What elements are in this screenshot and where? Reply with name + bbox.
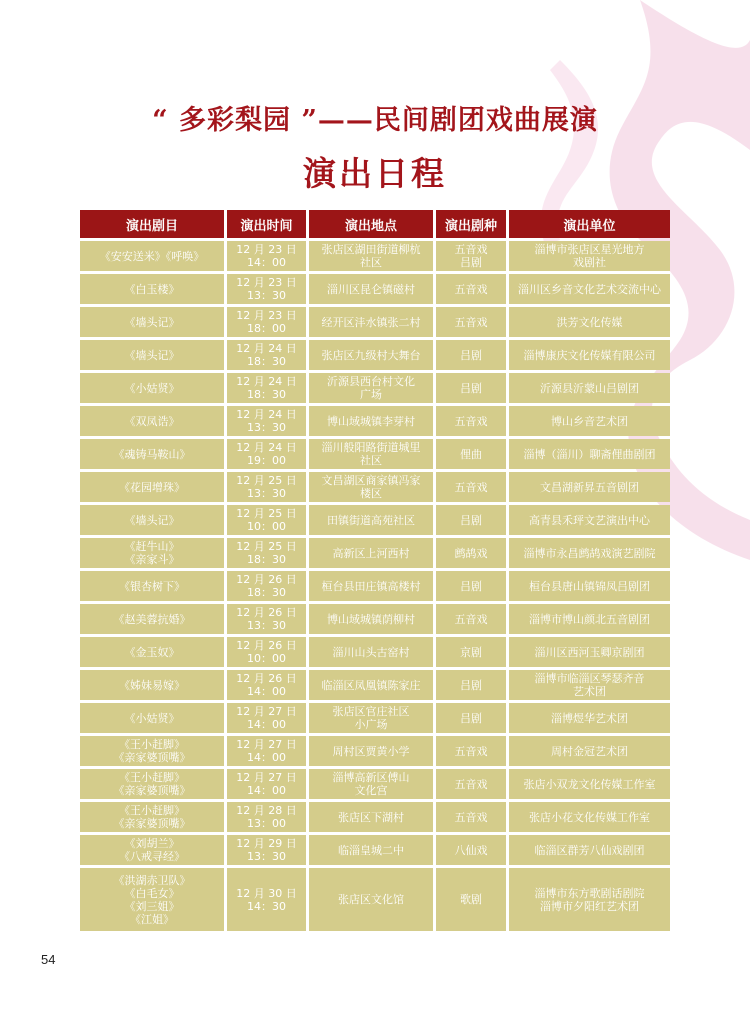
time-cell: 12 月 30 日 14：30 (227, 868, 306, 931)
table-header-row (80, 210, 670, 238)
venue-cell: 博山域城镇荫柳村 (309, 604, 433, 634)
venue-cell: 淄川区昆仑镇磁村 (309, 274, 433, 304)
page-title-schedule: 演出日程 (303, 154, 447, 193)
troupe-cell: 淄博市临淄区琴瑟齐音 艺术团 (509, 670, 670, 700)
table-row (80, 604, 670, 634)
table-row (80, 538, 670, 568)
program-cell: 《双凤诰》 (80, 406, 224, 436)
opera-type-cell: 吕剧 (436, 670, 506, 700)
table-row (80, 835, 670, 865)
opera-type-cell: 五音戏 (436, 307, 506, 337)
program-cell: 《墙头记》 (80, 307, 224, 337)
venue-cell: 田镇街道高苑社区 (309, 505, 433, 535)
time-cell: 12 月 29 日 13：30 (227, 835, 306, 865)
time-cell: 12 月 24 日 18：30 (227, 373, 306, 403)
opera-type-cell: 五音戏 (436, 769, 506, 799)
program-cell: 《魂铸马鞍山》 (80, 439, 224, 469)
troupe-cell: 张店小双龙文化传媒工作室 (509, 769, 670, 799)
program-cell: 《王小赶脚》 《亲家婆顶嘴》 (80, 736, 224, 766)
time-cell: 12 月 25 日 18：30 (227, 538, 306, 568)
table-row (80, 373, 670, 403)
schedule-table (77, 207, 673, 934)
opera-type-cell: 八仙戏 (436, 835, 506, 865)
table-row (80, 241, 670, 271)
table-row (80, 340, 670, 370)
table-row (80, 802, 670, 832)
troupe-cell: 周村金冠艺术团 (509, 736, 670, 766)
troupe-cell: 淄博市永昌鹧鸪戏演艺剧院 (509, 538, 670, 568)
time-cell: 12 月 27 日 14：00 (227, 736, 306, 766)
opera-type-cell: 鹧鸪戏 (436, 538, 506, 568)
time-cell: 12 月 27 日 14：00 (227, 703, 306, 733)
table-row (80, 703, 670, 733)
troupe-cell: 博山乡音艺术团 (509, 406, 670, 436)
program-cell: 《姊妹易嫁》 (80, 670, 224, 700)
time-cell: 12 月 27 日 14：00 (227, 769, 306, 799)
table-row (80, 769, 670, 799)
troupe-cell: 淄博康庆文化传媒有限公司 (509, 340, 670, 370)
venue-cell: 淄博高新区傅山 文化宫 (309, 769, 433, 799)
venue-cell: 博山域城镇李芽村 (309, 406, 433, 436)
venue-cell: 文昌湖区商家镇冯家 楼区 (309, 472, 433, 502)
time-cell: 12 月 28 日 13：00 (227, 802, 306, 832)
program-cell: 《花园增珠》 (80, 472, 224, 502)
opera-type-cell: 歌剧 (436, 868, 506, 931)
venue-cell: 淄川般阳路街道城里 社区 (309, 439, 433, 469)
program-cell: 《银杏树下》 (80, 571, 224, 601)
opera-type-cell: 五音戏 吕剧 (436, 241, 506, 271)
table-row (80, 868, 670, 931)
program-cell: 《小姑贤》 (80, 373, 224, 403)
opera-type-cell: 五音戏 (436, 604, 506, 634)
troupe-cell: 文昌湖新昇五音剧团 (509, 472, 670, 502)
program-cell: 《王小赶脚》 《亲家婆顶嘴》 (80, 769, 224, 799)
table-row (80, 439, 670, 469)
time-cell: 12 月 26 日 10：00 (227, 637, 306, 667)
header-troupe: 演出单位 (509, 210, 670, 238)
time-cell: 12 月 24 日 18：30 (227, 340, 306, 370)
venue-cell: 高新区上河西村 (309, 538, 433, 568)
troupe-cell: 淄博（淄川）聊斋俚曲剧团 (509, 439, 670, 469)
time-cell: 12 月 24 日 19：00 (227, 439, 306, 469)
troupe-cell: 淄川区西河玉卿京剧团 (509, 637, 670, 667)
header-opera-type: 演出剧种 (436, 210, 506, 238)
program-cell: 《洪湖赤卫队》 《白毛女》 《刘三姐》 《江姐》 (80, 868, 224, 931)
program-cell: 《赵美蓉抗婚》 (80, 604, 224, 634)
table-row (80, 571, 670, 601)
program-cell: 《王小赶脚》 《亲家婆顶嘴》 (80, 802, 224, 832)
program-cell: 《赶牛山》 《亲家斗》 (80, 538, 224, 568)
time-cell: 12 月 25 日 13：30 (227, 472, 306, 502)
table-row (80, 505, 670, 535)
opera-type-cell: 五音戏 (436, 472, 506, 502)
opera-type-cell: 五音戏 (436, 736, 506, 766)
troupe-cell: 沂源县沂蒙山吕剧团 (509, 373, 670, 403)
venue-cell: 张店区湖田街道柳杭 社区 (309, 241, 433, 271)
troupe-cell: 淄博市东方歌剧话剧院 淄博市夕阳红艺术团 (509, 868, 670, 931)
troupe-cell: 临淄区群芳八仙戏剧团 (509, 835, 670, 865)
venue-cell: 临淄区凤凰镇陈家庄 (309, 670, 433, 700)
time-cell: 12 月 26 日 14：00 (227, 670, 306, 700)
header-venue: 演出地点 (309, 210, 433, 238)
venue-cell: 临淄皇城二中 (309, 835, 433, 865)
venue-cell: 淄川山头古窑村 (309, 637, 433, 667)
venue-cell: 张店区文化馆 (309, 868, 433, 931)
opera-type-cell: 吕剧 (436, 340, 506, 370)
program-cell: 《刘胡兰》 《八戒寻经》 (80, 835, 224, 865)
table-row (80, 637, 670, 667)
program-cell: 《安安送米》《呼唤》 (80, 241, 224, 271)
opera-type-cell: 五音戏 (436, 802, 506, 832)
table-row (80, 472, 670, 502)
opera-type-cell: 五音戏 (436, 274, 506, 304)
opera-type-cell: 京剧 (436, 637, 506, 667)
program-cell: 《墙头记》 (80, 505, 224, 535)
opera-type-cell: 吕剧 (436, 505, 506, 535)
venue-cell: 经开区沣水镇张二村 (309, 307, 433, 337)
opera-type-cell: 俚曲 (436, 439, 506, 469)
program-cell: 《金玉奴》 (80, 637, 224, 667)
troupe-cell: 张店小花文化传媒工作室 (509, 802, 670, 832)
venue-cell: 桓台县田庄镇高楼村 (309, 571, 433, 601)
time-cell: 12 月 26 日 18：30 (227, 571, 306, 601)
time-cell: 12 月 24 日 13：30 (227, 406, 306, 436)
table-row (80, 736, 670, 766)
troupe-cell: 高青县禾玶文艺演出中心 (509, 505, 670, 535)
opera-type-cell: 吕剧 (436, 373, 506, 403)
troupe-cell: 淄川区乡音文化艺术交流中心 (509, 274, 670, 304)
page-number: 54 (41, 952, 56, 967)
opera-type-cell: 吕剧 (436, 703, 506, 733)
venue-cell: 张店区下湖村 (309, 802, 433, 832)
page-title-event: “ 多彩梨园 ”——民间剧团戏曲展演 (152, 105, 598, 136)
program-cell: 《墙头记》 (80, 340, 224, 370)
header-time: 演出时间 (227, 210, 306, 238)
opera-type-cell: 吕剧 (436, 571, 506, 601)
time-cell: 12 月 23 日 18：00 (227, 307, 306, 337)
troupe-cell: 洪芳文化传媒 (509, 307, 670, 337)
time-cell: 12 月 26 日 13：30 (227, 604, 306, 634)
venue-cell: 沂源县西台村文化 广场 (309, 373, 433, 403)
time-cell: 12 月 23 日 14：00 (227, 241, 306, 271)
troupe-cell: 桓台县唐山镇锦凤吕剧团 (509, 571, 670, 601)
troupe-cell: 淄博市张店区星光地方 戏剧社 (509, 241, 670, 271)
time-cell: 12 月 25 日 10：00 (227, 505, 306, 535)
header-program: 演出剧目 (80, 210, 224, 238)
venue-cell: 周村区贾黄小学 (309, 736, 433, 766)
program-cell: 《白玉楼》 (80, 274, 224, 304)
troupe-cell: 淄博市博山颜北五音剧团 (509, 604, 670, 634)
time-cell: 12 月 23 日 13：30 (227, 274, 306, 304)
venue-cell: 张店区九级村大舞台 (309, 340, 433, 370)
table-row (80, 670, 670, 700)
table-row (80, 307, 670, 337)
table-row (80, 406, 670, 436)
table-row (80, 274, 670, 304)
opera-type-cell: 五音戏 (436, 406, 506, 436)
schedule-table-body (80, 241, 670, 931)
venue-cell: 张店区官庄社区 小广场 (309, 703, 433, 733)
troupe-cell: 淄博煜华艺术团 (509, 703, 670, 733)
program-cell: 《小姑贤》 (80, 703, 224, 733)
